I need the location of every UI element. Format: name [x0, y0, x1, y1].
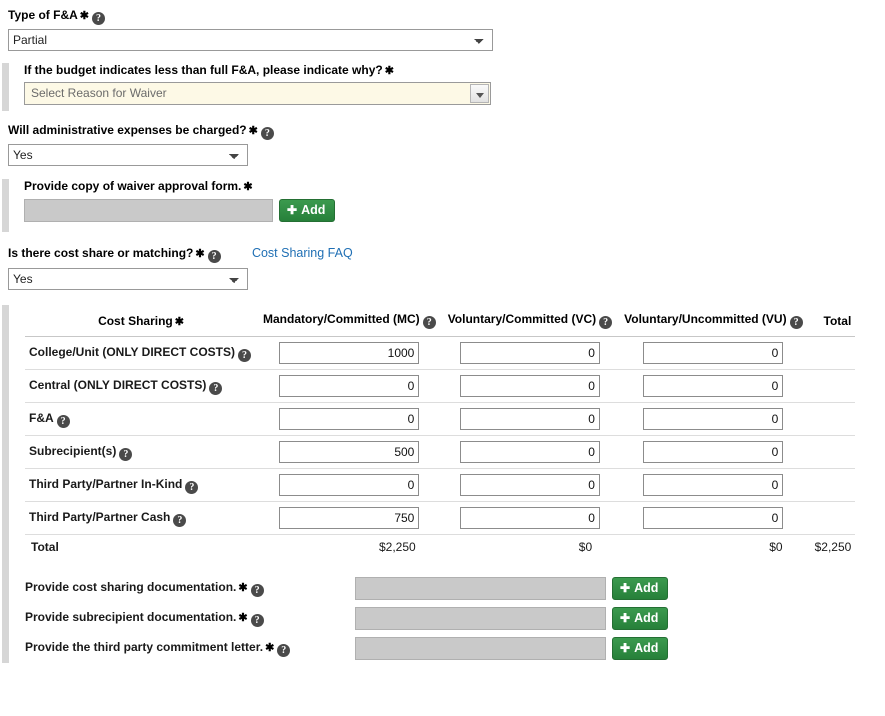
- vc-input[interactable]: [460, 441, 600, 463]
- row-label: [25, 370, 257, 403]
- required-asterisk: ✱: [174, 315, 184, 328]
- table-totals-row: [25, 535, 855, 560]
- required-asterisk: ✱: [243, 181, 253, 193]
- cell-total: [809, 436, 856, 469]
- cell-vc: [442, 337, 618, 370]
- row-label-text: Central (ONLY DIRECT COSTS): [29, 377, 207, 392]
- help-icon[interactable]: ?: [92, 12, 105, 25]
- row-label: [25, 403, 257, 436]
- waiver-form-add-button[interactable]: [279, 199, 335, 222]
- help-icon[interactable]: ?: [251, 584, 264, 597]
- cell-total: [809, 370, 856, 403]
- col-mc-label: Mandatory/Committed (MC): [263, 312, 420, 326]
- list-item: [25, 603, 885, 633]
- waiver-reason-group: [0, 63, 885, 111]
- col-mandatory-committed: [257, 305, 442, 337]
- cell-vc: [442, 370, 618, 403]
- admin-expenses-select[interactable]: [8, 144, 248, 166]
- help-icon[interactable]: ?: [261, 127, 274, 140]
- plus-icon: ✚: [287, 203, 298, 217]
- admin-expenses-group: [0, 111, 885, 166]
- row-label: [25, 469, 257, 502]
- section-bar: [2, 63, 9, 111]
- row-label: [25, 337, 257, 370]
- type-of-fa-select[interactable]: [8, 29, 493, 51]
- totals-vu: $0: [769, 540, 783, 554]
- col-cost-sharing-label: Cost Sharing: [98, 313, 173, 328]
- mc-input[interactable]: [279, 441, 419, 463]
- mc-input[interactable]: [279, 474, 419, 496]
- help-icon[interactable]: ?: [185, 481, 198, 494]
- vu-input[interactable]: [643, 342, 783, 364]
- cell-vu: [618, 370, 808, 403]
- doc-label: [25, 580, 355, 597]
- cell-vc: [442, 469, 618, 502]
- required-asterisk: ✱: [384, 65, 394, 77]
- cost-sharing-doc-file-input[interactable]: [355, 577, 606, 600]
- cost-sharing-table: [25, 305, 855, 559]
- col-voluntary-committed: [442, 305, 618, 337]
- cell-vu: [618, 469, 808, 502]
- mc-input[interactable]: [279, 507, 419, 529]
- cell-total: [809, 403, 856, 436]
- cell-mc: [257, 469, 442, 502]
- row-label-text: Third Party/Partner Cash: [29, 509, 171, 524]
- required-asterisk: ✱: [238, 581, 248, 594]
- row-label-text: College/Unit (ONLY DIRECT COSTS): [29, 344, 236, 359]
- cost-sharing-faq-link[interactable]: Cost Sharing FAQ: [251, 246, 353, 260]
- cell-mc: [257, 403, 442, 436]
- cell-vu: [618, 337, 808, 370]
- help-icon[interactable]: ?: [238, 349, 251, 362]
- doc-label-text: Provide the third party commitment letter.: [25, 639, 264, 654]
- vc-input[interactable]: [460, 474, 600, 496]
- vc-input[interactable]: [460, 507, 600, 529]
- waiver-reason-value: Select Reason for Waiver: [31, 86, 167, 100]
- help-icon[interactable]: ?: [173, 514, 186, 527]
- cost-sharing-doc-add-button[interactable]: [612, 577, 668, 600]
- vc-input[interactable]: [460, 408, 600, 430]
- help-icon[interactable]: ?: [57, 415, 70, 428]
- required-asterisk: ✱: [265, 641, 275, 654]
- plus-icon: ✚: [620, 580, 631, 595]
- col-vc-label: Voluntary/Committed (VC): [447, 312, 597, 326]
- cell-mc: [257, 370, 442, 403]
- waiver-form-group: [0, 179, 885, 232]
- table-row: [25, 502, 855, 535]
- col-cost-sharing: [25, 305, 257, 337]
- list-item: [25, 573, 885, 603]
- col-voluntary-uncommitted: [618, 305, 808, 337]
- doc-label: [25, 640, 355, 657]
- help-icon[interactable]: ?: [208, 250, 221, 263]
- subrecipient-doc-file-input[interactable]: [355, 607, 606, 630]
- vu-input[interactable]: [643, 474, 783, 496]
- cell-vu: [618, 436, 808, 469]
- waiver-form-file-input[interactable]: [24, 199, 273, 222]
- vu-input[interactable]: [643, 507, 783, 529]
- vc-input[interactable]: [460, 375, 600, 397]
- chevron-down-icon[interactable]: [470, 84, 489, 103]
- cell-vc: [442, 436, 618, 469]
- mc-input[interactable]: [279, 342, 419, 364]
- waiver-reason-select[interactable]: [24, 82, 491, 105]
- help-icon[interactable]: ?: [251, 614, 264, 627]
- plus-icon: ✚: [620, 610, 631, 625]
- doc-label: [25, 610, 355, 627]
- cell-mc: [257, 502, 442, 535]
- help-icon[interactable]: ?: [599, 316, 612, 329]
- help-icon[interactable]: ?: [423, 316, 436, 329]
- cost-share-question-group: [0, 232, 885, 290]
- third-party-letter-add-button[interactable]: [612, 637, 668, 660]
- help-icon[interactable]: ?: [209, 382, 222, 395]
- doc-label-text: Provide cost sharing documentation.: [25, 579, 237, 594]
- row-label: [25, 502, 257, 535]
- section-bar: [2, 179, 9, 232]
- cost-sharing-table-block: [0, 305, 885, 663]
- cell-mc: [257, 337, 442, 370]
- cost-share-select[interactable]: [8, 268, 248, 290]
- waiver-reason-label: If the budget indicates less than full F&A, please indicate why?: [24, 63, 383, 77]
- section-bar: [2, 305, 9, 663]
- totals-vc: $0: [578, 540, 593, 554]
- document-upload-list: [25, 573, 885, 663]
- cell-total: [809, 502, 856, 535]
- cell-total: [809, 337, 856, 370]
- type-of-fa-label: Type of F&A: [8, 8, 78, 22]
- help-icon[interactable]: ?: [790, 316, 803, 329]
- cell-vc: [442, 502, 618, 535]
- list-item: [25, 633, 885, 663]
- totals-total: $2,250: [814, 540, 852, 554]
- row-label-text: F&A: [29, 410, 54, 425]
- help-icon[interactable]: ?: [119, 448, 132, 461]
- subrecipient-doc-add-button[interactable]: [612, 607, 668, 630]
- cell-vc: [442, 403, 618, 436]
- vc-input[interactable]: [460, 342, 600, 364]
- cell-vu: [618, 403, 808, 436]
- table-row: [25, 469, 855, 502]
- col-vu-label: Voluntary/Uncommitted (VU): [624, 312, 787, 326]
- add-label: Add: [634, 610, 659, 625]
- admin-expenses-label: Will administrative expenses be charged?: [8, 123, 247, 137]
- cell-mc: [257, 436, 442, 469]
- table-row: [25, 436, 855, 469]
- plus-icon: ✚: [620, 640, 631, 655]
- cost-share-label: Is there cost share or matching?: [8, 246, 194, 260]
- required-asterisk: ✱: [79, 10, 89, 22]
- totals-label: Total: [31, 540, 59, 554]
- cell-vu: [618, 502, 808, 535]
- mc-input[interactable]: [279, 408, 419, 430]
- cell-total: [809, 469, 856, 502]
- doc-label-text: Provide subrecipient documentation.: [25, 609, 237, 624]
- third-party-letter-file-input[interactable]: [355, 637, 606, 660]
- row-label-text: Subrecipient(s): [29, 443, 117, 458]
- required-asterisk: ✱: [248, 125, 258, 137]
- row-label: [25, 436, 257, 469]
- help-icon[interactable]: ?: [277, 644, 290, 657]
- table-header-row: [25, 305, 855, 337]
- mc-input[interactable]: [279, 375, 419, 397]
- add-label: Add: [301, 203, 326, 217]
- totals-mc: $2,250: [378, 540, 416, 554]
- waiver-form-label: Provide copy of waiver approval form.: [24, 179, 242, 193]
- row-label-text: Third Party/Partner In-Kind: [29, 476, 183, 491]
- required-asterisk: ✱: [238, 611, 248, 624]
- type-of-fa-group: [0, 0, 885, 51]
- col-total: Total: [809, 305, 856, 337]
- table-body: [25, 337, 855, 560]
- add-label: Add: [634, 580, 659, 595]
- add-label: Add: [634, 640, 659, 655]
- table-row: [25, 403, 855, 436]
- table-row: [25, 337, 855, 370]
- vu-input[interactable]: [643, 441, 783, 463]
- required-asterisk: ✱: [195, 248, 205, 260]
- vu-input[interactable]: [643, 375, 783, 397]
- vu-input[interactable]: [643, 408, 783, 430]
- table-row: [25, 370, 855, 403]
